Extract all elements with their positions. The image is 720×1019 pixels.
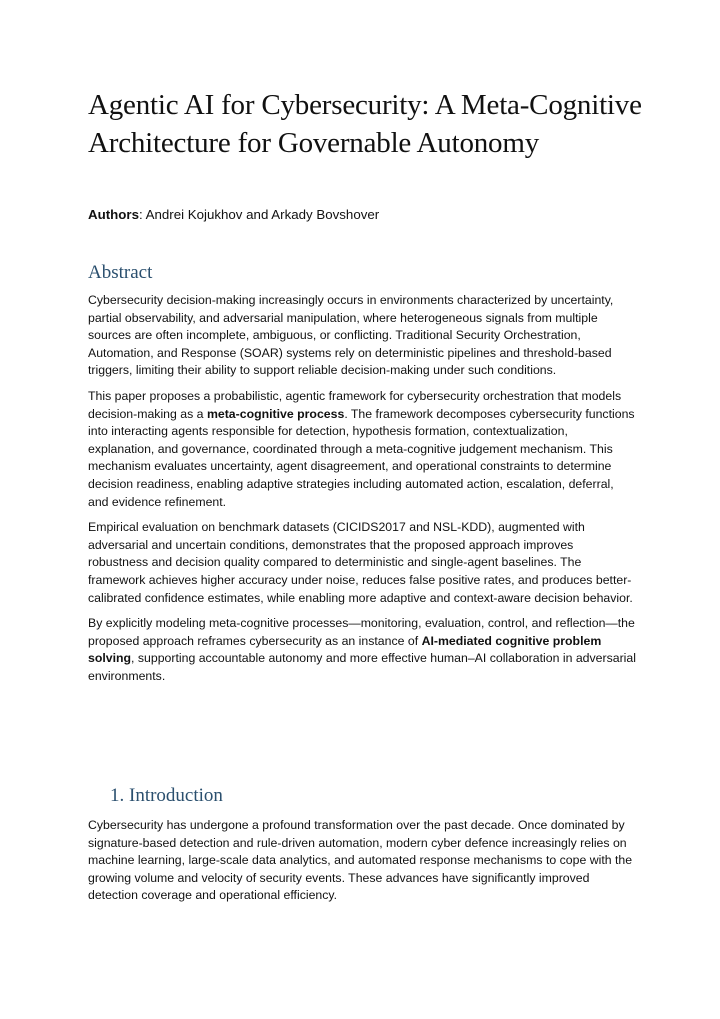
abstract-p2-text-b: . The framework decomposes cybersecurity functions into interacting agents responsible for detection, hypothesis formation, contextualization, explanation, and governance, coordinated through a meta-cognitive judgement mechanism. This mechanism evaluates uncertainty, agent disagreement, and operational constraints to determine decision readiness, enabling adaptive strategies including automated action, escalation, deferral, and evidence refinement. [88, 406, 635, 509]
authors-label: Authors [88, 207, 139, 222]
authors-line [88, 206, 379, 224]
authors-names: : Andrei Kojukhov and Arkady Bovshover [138, 207, 380, 222]
abstract-paragraph-3: Empirical evaluation on benchmark datasets (CICIDS2017 and NSL-KDD), augmented with adversarial and uncertain conditions, demonstrates that the proposed approach improves robustness and decision quality compared to deterministic and single-agent baselines. The framework achieves higher accuracy under noise, reduces false positive rates, and produces better-calibrated confidence estimates, while enabling more adaptive and context-aware decision behavior. [88, 520, 633, 605]
abstract-p2-emphasis: meta-cognitive process [206, 406, 345, 421]
abstract-paragraph-2 [88, 388, 636, 511]
introduction-body [88, 817, 636, 913]
abstract-p4-text-a: By explicitly modeling meta-cognitive processes—monitoring, evaluation, control, and reflection—the proposed approach reframes cybersecurity as an instance of [88, 616, 635, 648]
abstract-paragraph-1: Cybersecurity decision-making increasingly occurs in environments characterized by uncertainty, partial observability, and adversarial manipulation, where heterogeneous signals from multiple sources are often incomplete, ambiguous, or conflicting. Traditional Security Orchestration, Automation, and Response (SOAR) systems rely on deterministic pipelines and threshold-based triggers, limiting their ability to support reliable decision-making under such conditions. [88, 293, 614, 378]
abstract-p4-text-b: , supporting accountable autonomy and more effective human–AI collaboration in adversarial environments. [88, 651, 636, 683]
introduction-heading: 1. Introduction [110, 785, 223, 806]
abstract-p4-emphasis: AI-mediated cognitive problem solving [88, 633, 602, 666]
abstract-heading: Abstract [88, 262, 153, 283]
abstract-body [88, 292, 636, 693]
abstract-p2-text-a: This paper proposes a probabilistic, agentic framework for cybersecurity orchestration that models decision-making as a [88, 388, 622, 421]
introduction-paragraph-1: Cybersecurity has undergone a profound transformation over the past decade. Once dominated by signature-based detection and rule-driven automation, modern cyber defence increasingly relies on machine learning, large-scale data analytics, and automated response mechanisms to cope with the growing volume and velocity of security events. These advances have significantly improved detection coverage and operational efficiency. [88, 818, 633, 903]
paper-title: Agentic AI for Cybersecurity: A Meta-Cognitive Architecture for Governable Autonomy [88, 89, 642, 159]
abstract-paragraph-4 [88, 615, 636, 685]
